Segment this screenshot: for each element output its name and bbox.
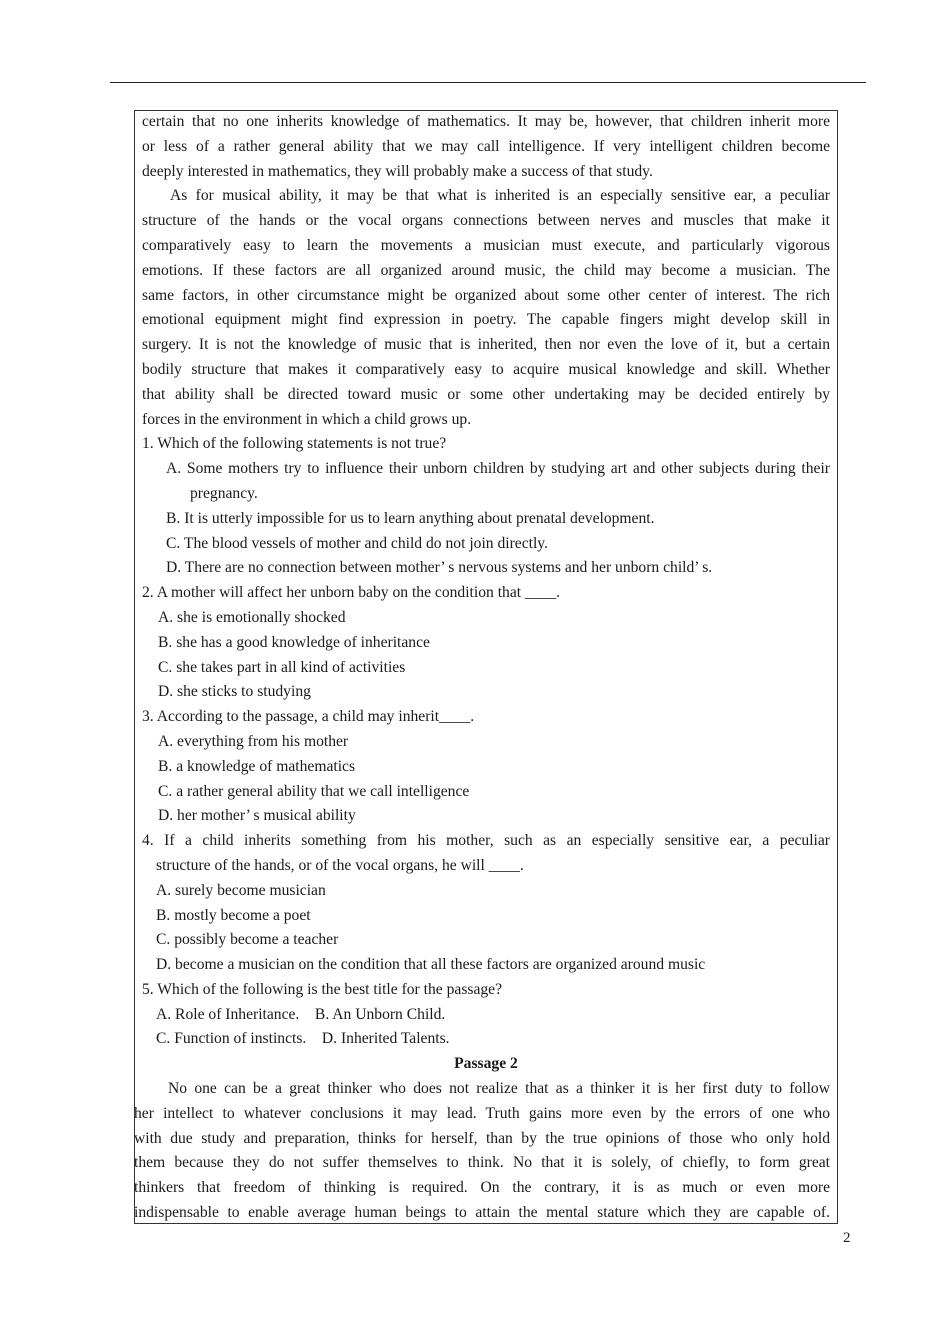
option-row-ab: A. Role of Inheritance. B. An Unborn Child. bbox=[156, 1005, 446, 1023]
text-line: emotions. If these factors are all organized around music, the child may become a musician. The bbox=[142, 261, 830, 279]
option-a: A. Some mothers try to influence their unborn children by studying art and other subjects during their pregnancy. bbox=[166, 460, 830, 502]
option-c: C. The blood vessels of mother and child do not join directly. bbox=[166, 534, 548, 552]
option-a: A. surely become musician bbox=[156, 881, 326, 899]
question-2 bbox=[142, 581, 830, 705]
passage-2-title: Passage 2 bbox=[454, 1055, 518, 1073]
option-d: D. become a musician on the condition that all these factors are organized around music bbox=[156, 956, 706, 974]
text-line: deeply interested in mathematics, they will probably make a success of that study. bbox=[142, 162, 653, 180]
option-b: B. a knowledge of mathematics bbox=[158, 757, 356, 775]
text-line: certain that no one inherits knowledge of mathematics. It may be, however, that children inherit more bbox=[142, 113, 830, 130]
text-line: or less of a rather general ability that we may call intelligence. If very intelligent children become bbox=[142, 137, 830, 155]
header-rule bbox=[110, 82, 866, 83]
passage1-paragraph-2 bbox=[142, 184, 830, 432]
option-c: C. possibly become a teacher bbox=[156, 931, 339, 949]
page-number: 2 bbox=[843, 1230, 851, 1246]
option-row-cd: C. Function of instincts. D. Inherited Talents. bbox=[156, 1030, 450, 1048]
passage1-paragraph-1 bbox=[142, 110, 830, 184]
passage-2 bbox=[134, 1052, 830, 1226]
text-line: structure of the hands or the vocal organs connections between nerves and muscles that make it bbox=[142, 212, 830, 230]
text-line: same factors, in other circumstance might be organized about some other center of interest. The rich bbox=[142, 286, 830, 304]
question-stem: 2. A mother will affect her unborn baby on the condition that ____. bbox=[142, 584, 561, 602]
option-c: C. she takes part in all kind of activities bbox=[158, 658, 406, 676]
question-5 bbox=[142, 978, 830, 1052]
option-b: B. It is utterly impossible for us to learn anything about prenatal development. bbox=[166, 509, 655, 527]
question-stem: 3. According to the passage, a child may inherit____. bbox=[142, 708, 475, 726]
question-stem-line: 4. If a child inherits something from his mother, such as an especially sensitive ear, a peculiar bbox=[142, 832, 830, 850]
question-stem: 5. Which of the following is the best title for the passage? bbox=[142, 980, 503, 998]
text-line: emotional equipment might find expression in poetry. The capable fingers might develop skill in bbox=[142, 311, 830, 329]
text-line: As for musical ability, it may be that what is inherited is an especially sensitive ear, a peculiar bbox=[170, 187, 830, 205]
text-line: that ability shall be directed toward music or some other undertaking may be decided entirely by bbox=[142, 385, 830, 403]
question-3 bbox=[142, 705, 830, 829]
option-a: A. everything from his mother bbox=[158, 732, 349, 750]
text-line: surgery. It is not the knowledge of music that is inherited, then nor even the love of it, but a certain bbox=[142, 336, 830, 354]
option-d: D. her mother’ s musical ability bbox=[158, 807, 356, 825]
text-line: bodily structure that makes it comparatively easy to acquire musical knowledge and skill. Whether bbox=[142, 360, 830, 378]
option-b: B. mostly become a poet bbox=[156, 906, 311, 924]
text-line: forces in the environment in which a child grows up. bbox=[142, 410, 472, 428]
text-line: her intellect to whatever conclusions it may lead. Truth gains more even by the errors of one who bbox=[134, 1104, 830, 1122]
text-line: with due study and preparation, thinks for herself, than by the true opinions of those who only hold bbox=[134, 1129, 830, 1147]
option-d: D. There are no connection between mother’ s nervous systems and her unborn child’ s. bbox=[166, 559, 713, 577]
question-1 bbox=[142, 432, 830, 581]
text-line: No one can be a great thinker who does not realize that as a thinker it is her first duty to follow bbox=[168, 1080, 830, 1098]
question-stem: 1. Which of the following statements is not true? bbox=[142, 435, 447, 453]
text-line: comparatively easy to learn the movements a musician must execute, and particularly vigorous bbox=[142, 236, 830, 254]
question-4 bbox=[142, 829, 830, 978]
text-line: them because they do not suffer themselves to think. No that it is solely, of chiefly, to form great bbox=[134, 1154, 830, 1172]
option-b: B. she has a good knowledge of inheritance bbox=[158, 633, 430, 651]
option-c: C. a rather general ability that we call intelligence bbox=[158, 782, 470, 800]
option-d: D. she sticks to studying bbox=[158, 683, 311, 701]
text-line: thinkers that freedom of thinking is required. On the contrary, it is as much or even more bbox=[134, 1179, 830, 1197]
text-line: indispensable to enable average human beings to attain the mental stature which they are capable of. bbox=[134, 1204, 830, 1222]
question-stem-line: structure of the hands, or of the vocal organs, he will ____. bbox=[156, 856, 524, 874]
page-content bbox=[134, 110, 830, 1226]
option-a: A. she is emotionally shocked bbox=[158, 608, 346, 626]
